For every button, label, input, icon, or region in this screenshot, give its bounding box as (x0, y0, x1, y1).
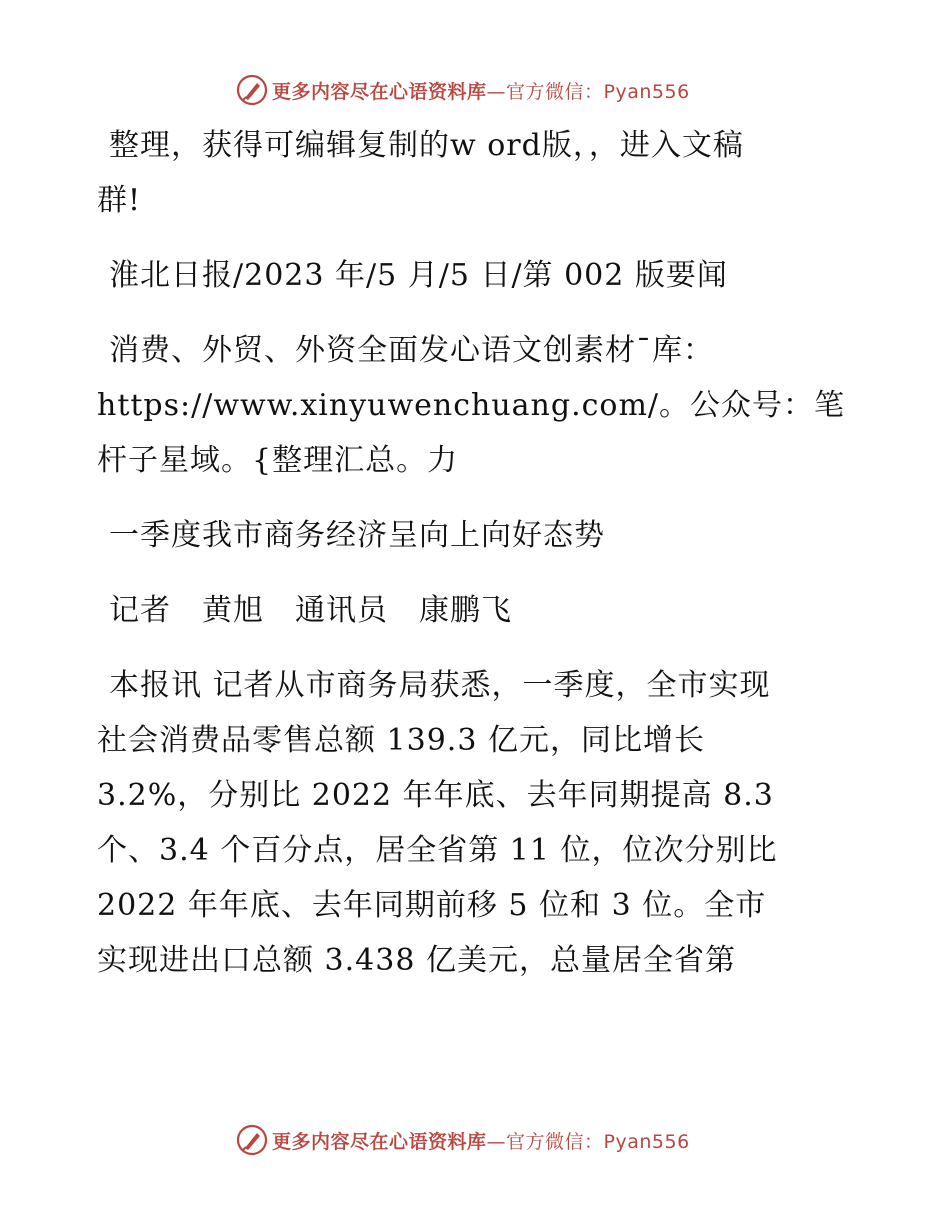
source-line (97, 248, 857, 303)
quill-pen-logo-icon (236, 1124, 268, 1156)
source-text: 淮北日报/2023 年/5 月/5 日/第 002 版要闻 (109, 258, 728, 293)
document-body (97, 118, 857, 1008)
footer-watermark-banner (236, 1122, 716, 1158)
article-line: 社会消费品零售总额 139.3 亿元，同比增长 (97, 723, 705, 758)
headline-text: 一季度我市商务经济呈向上向好态势 (109, 518, 605, 553)
watermark-bold-text: 更多内容尽在心语资料库 (272, 1130, 487, 1153)
quill-pen-logo-icon (236, 74, 268, 106)
byline-text: 记者 黄旭 通讯员 康鹏飞 (109, 593, 512, 628)
promo-paragraph (97, 323, 857, 488)
byline (97, 583, 857, 638)
header-watermark-text (272, 77, 690, 104)
watermark-plain-text: —官方微信：Pyan556 (486, 80, 690, 103)
article-paragraph (97, 658, 857, 988)
watermark-bold-text: 更多内容尽在心语资料库 (272, 80, 487, 103)
intro-line: 整理，获得可编辑复制的w ord版，，进入文稿 (109, 128, 744, 163)
intro-line: 群! (97, 183, 142, 218)
article-line: 个、3.4 个百分点，居全省第 11 位，位次分别比 (97, 833, 778, 868)
header-watermark-banner (236, 72, 716, 108)
article-line: 本报讯 记者从市商务局获悉，一季度，全市实现 (109, 668, 771, 703)
intro-paragraph (97, 118, 857, 228)
article-line: 3.2%，分别比 2022 年年底、去年同期提高 8.3 (97, 778, 774, 813)
headline (97, 508, 857, 563)
article-line: 2022 年年底、去年同期前移 5 位和 3 位。全市 (97, 888, 767, 923)
article-line: 实现进出口总额 3.438 亿美元，总量居全省第 (97, 943, 736, 978)
promo-line: 消费、外贸、外资全面发心语文创素材¯库： (109, 333, 714, 368)
promo-line: 杆子星域。{整理汇总。力 (97, 443, 459, 478)
promo-line: https://www.xinyuwenchuang.com/。公众号：笔 (97, 388, 846, 423)
footer-watermark-text (272, 1127, 690, 1154)
watermark-plain-text: —官方微信：Pyan556 (486, 1130, 690, 1153)
